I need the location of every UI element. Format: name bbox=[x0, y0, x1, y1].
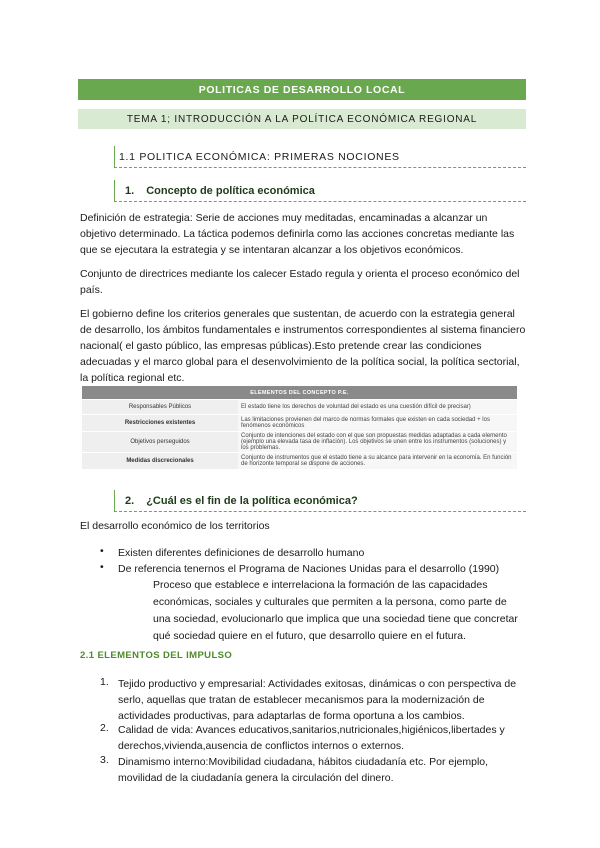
list-item: Dinamismo interno:Movibilidad ciudadana, hábitos ciudadanía etc. Por ejemplo, movilidad de la ciudadanía genera la circulación del dinero. bbox=[118, 756, 489, 784]
section1-title: Concepto de política económica bbox=[146, 184, 315, 197]
table-row bbox=[82, 400, 517, 415]
list-item: Calidad de vida: Avances educativos,sanitarios,nutricionales,higiénicos,libertades y derechos,vivienda,ausencia de conflictos internos o externos. bbox=[118, 724, 505, 752]
section2-number: 2. bbox=[125, 494, 135, 507]
table-row bbox=[82, 415, 517, 432]
tema-bar bbox=[78, 109, 526, 129]
bullet-icon: • bbox=[100, 561, 104, 573]
section2-title: ¿Cuál es el fin de la política económica? bbox=[146, 494, 358, 507]
tema-title: TEMA 1; INTRODUCCIÓN A LA POLÍTICA ECONÓMICA REGIONAL bbox=[126, 113, 478, 125]
table-key: Objetivos perseguidos bbox=[82, 432, 238, 453]
table-value: Conjunto de instrumentos que el estado tiene a su alcance para intervenir en la economía. En función de horizonte temporal se dispone de acciones. bbox=[238, 453, 517, 470]
paragraph-desarrollo: El desarrollo económico de los territorios bbox=[80, 520, 270, 532]
list-item: Tejido productivo y empresarial: Actividades exitosas, dinámicas o con perspectiva de serlo, aquellas que tratan de establecer mecanismos para la modernización de actividades productivas, para adaptarlas de forma oportuna a los cambios. bbox=[118, 678, 517, 722]
paragraph-directrices: Conjunto de directrices mediante los calecer Estado regula y orienta el proceso económico del país. bbox=[80, 268, 520, 296]
list-item: Existen diferentes definiciones de desarrollo humano bbox=[118, 547, 365, 559]
list-number: 2. bbox=[100, 722, 109, 734]
section21-heading: 2.1 ELEMENTOS DEL IMPULSO bbox=[80, 650, 233, 661]
list-item: De referencia tenernos el Programa de Naciones Unidas para el desarrollo (1990) bbox=[118, 563, 500, 575]
section1-heading bbox=[114, 180, 526, 202]
table-value: El estado tiene los derechos de voluntad del estado es una cuestión difícil de precisar) bbox=[238, 400, 517, 415]
table-key: Restricciones existentes bbox=[82, 415, 238, 432]
elements-table bbox=[82, 386, 517, 469]
list-number: 1. bbox=[100, 676, 109, 688]
table-value: Conjunto de intenciones del estado con el que son propuestas medidas adaptadas a cada elemento (ejemplo una elevada tasa de inflación). Los objetivos se unen entre los instrumentos (soluciones) y los problemas. bbox=[238, 432, 517, 453]
bullet-icon: • bbox=[100, 545, 104, 557]
section1-number: 1. bbox=[125, 184, 135, 197]
subtitle-text: 1.1 POLITICA ECONÓMICA: PRIMERAS NOCIONES bbox=[119, 150, 400, 163]
table-header: ELEMENTOS DEL CONCEPTO P.E. bbox=[82, 386, 517, 400]
indented-definition: Proceso que establece e interrelaciona la formación de las capacidades económicas, sociales y culturales que permiten a la persona, como parte de una sociedad, evolucionarlo que implica que una sociedad tiene que concretar qué sociedad quiere en el futuro, que desarrollo quiere en el futura. bbox=[153, 579, 518, 642]
table-key: Medidas discrecionales bbox=[82, 453, 238, 470]
section2-heading bbox=[114, 490, 526, 512]
document-title-bar bbox=[78, 79, 526, 100]
paragraph-definicion: Definición de estrategia: Serie de acciones muy meditadas, encaminadas a alcanzar un objetivo determinado. La táctica podemos definirla como las acciones concretas mediante las que se ejecutara la estrategia y se intentaran alcanzar a los objetivos económicos. bbox=[80, 212, 515, 256]
paragraph-gobierno: El gobierno define los criterios generales que sustentan, de acuerdo con la estrategia general de desarrollo, los ámbitos fundamentales e instrumentos correspondientes al sistema financiero nacional( el gasto público, las empresas públicas).Esto pretende crear las condiciones adecuadas y el marco global para el desenvolvimiento de la política social, la política sectorial, la política regional etc. bbox=[80, 308, 526, 384]
table-row bbox=[82, 432, 517, 453]
subtitle-heading bbox=[114, 146, 526, 168]
table-value: Las limitaciones provienen del marco de normas formales que existen en cada sociedad + los fenómenos económicos bbox=[238, 415, 517, 432]
table-row bbox=[82, 453, 517, 470]
list-number: 3. bbox=[100, 754, 109, 766]
document-title: POLITICAS DE DESARROLLO LOCAL bbox=[198, 83, 406, 96]
table-key: Responsables Públicos bbox=[82, 400, 238, 415]
